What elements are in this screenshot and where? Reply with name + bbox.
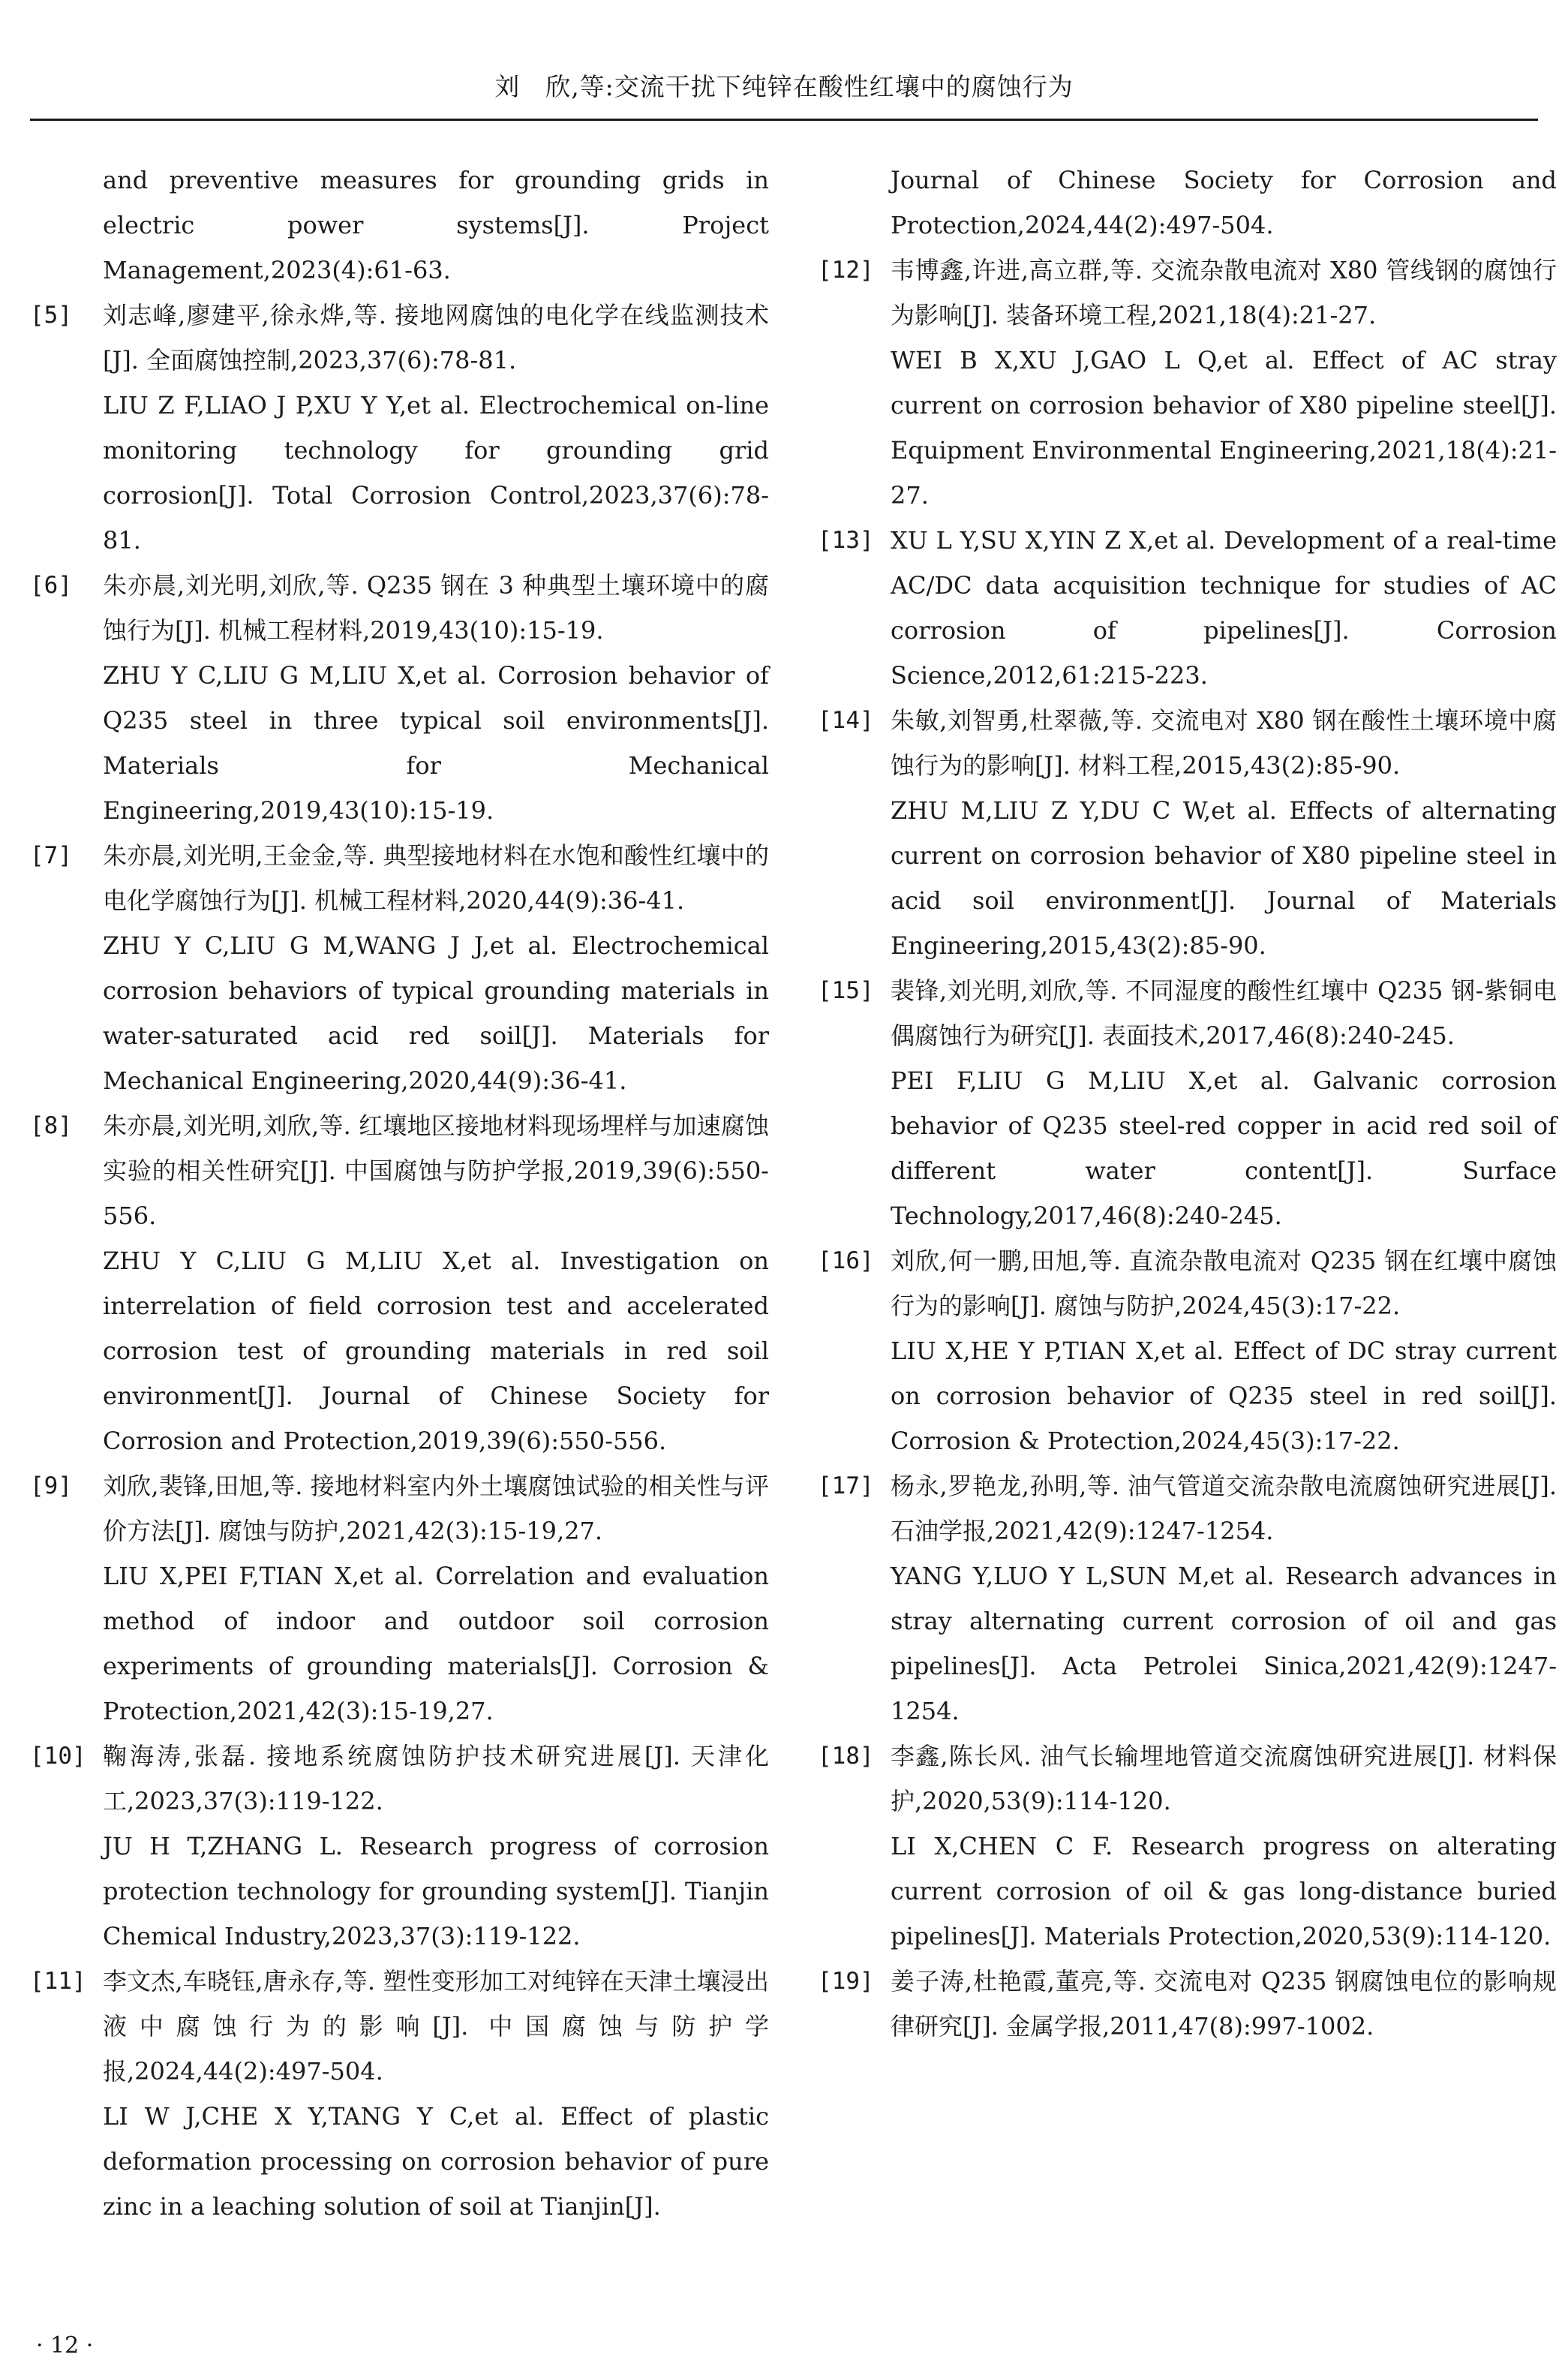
ref-english-citation: LI W J,CHE X Y,TANG Y C,et al. Effect of plastic deformation processing on corrosion behavior of pure zinc in a leaching solution of soil at Tianjin[J]. [103,2102,769,2221]
right-column [818,158,1557,2049]
ref-8 [30,1103,769,1463]
ref-chinese-citation: 李鑫,陈长风. 油气长输埋地管道交流腐蚀研究进展[J]. 材料保护,2020,53(9):114-120. [891,1742,1557,1815]
ref-14 [818,698,1557,968]
ref-number: [5] [30,302,72,329]
ref-english-citation: LI X,CHEN C F. Research progress on alterating current corrosion of oil & gas long-distance buried pipelines[J]. Materials Protection,2020,53(9):114-120. [891,1832,1557,1950]
ref-number: [18] [818,1743,874,1770]
ref-11-continuation: Journal of Chinese Society for Corrosion and Protection,2024,44(2):497-504. [891,166,1557,239]
ref-5 [30,293,769,563]
ref-number: [10] [30,1743,86,1770]
ref-7 [30,833,769,1103]
ref-number: [6] [30,572,72,599]
ref-english-citation: XU L Y,SU X,YIN Z X,et al. Development of a real-time AC/DC data acquisition technique for studies of AC corrosion of pipelines[J]. Corrosion Science,2012,61:215-223. [891,526,1557,690]
ref-english-citation: ZHU M,LIU Z Y,DU C W,et al. Effects of alternating current on corrosion behavior of X80 pipeline steel in acid soil environment[J]. Journal of Materials Engineering,2015,43(2):85-90. [891,796,1557,960]
ref-english-citation: ZHU Y C,LIU G M,LIU X,et al. Corrosion behavior of Q235 steel in three typical soil environments[J]. Materials for Mechanical Engineering,2019,43(10):15-19. [103,661,769,825]
ref-number: [16] [818,1247,874,1274]
ref-number: [15] [818,977,874,1004]
ref-chinese-citation: 裴锋,刘光明,刘欣,等. 不同湿度的酸性红壤中 Q235 钢-紫铜电偶腐蚀行为研究[J]. 表面技术,2017,46(8):240-245. [891,976,1557,1050]
ref-chinese-citation: 杨永,罗艳龙,孙明,等. 油气管道交流杂散电流腐蚀研究进展[J]. 石油学报,2021,42(9):1247-1254. [891,1472,1557,1545]
ref-number: [14] [818,707,874,734]
ref-chinese-citation: 刘志峰,廖建平,徐永烨,等. 接地网腐蚀的电化学在线监测技术[J]. 全面腐蚀控制,2023,37(6):78-81. [103,301,769,374]
ref-12 [818,248,1557,518]
ref-chinese-citation: 鞠海涛,张磊. 接地系统腐蚀防护技术研究进展[J]. 天津化工,2023,37(3):119-122. [103,1742,769,1815]
header-rule [30,119,1538,121]
ref-english-citation: LIU X,HE Y P,TIAN X,et al. Effect of DC stray current on corrosion behavior of Q235 steel in red soil[J]. Corrosion & Protection,2024,45(3):17-22. [891,1337,1557,1455]
ref-english-citation: YANG Y,LUO Y L,SUN M,et al. Research advances in stray alternating current corrosion of oil and gas pipelines[J]. Acta Petrolei Sinica,2021,42(9):1247-1254. [891,1562,1557,1725]
ref-chinese-citation: 姜子涛,杜艳霞,董亮,等. 交流电对 Q235 钢腐蚀电位的影响规律研究[J]. 金属学报,2011,47(8):997-1002. [891,1967,1557,2041]
running-title: 刘 欣,等:交流干扰下纯锌在酸性红壤中的腐蚀行为 [494,72,1074,101]
ref-4-continuation: and preventive measures for grounding grids in electric power systems[J]. Project Management,2023(4):61-63. [103,166,769,284]
ref-6 [30,563,769,833]
ref-number: [13] [818,527,874,554]
ref-english-citation: LIU X,PEI F,TIAN X,et al. Correlation and evaluation method of indoor and outdoor soil corrosion experiments of grounding materials[J]. Corrosion & Protection,2021,42(3):15-19,27. [103,1562,769,1725]
ref-number: [17] [818,1472,874,1499]
ref-chinese-citation: 朱敏,刘智勇,杜翠薇,等. 交流电对 X80 钢在酸性土壤环境中腐蚀行为的影响[J]. 材料工程,2015,43(2):85-90. [891,706,1557,780]
ref-chinese-citation: 朱亦晨,刘光明,王金金,等. 典型接地材料在水饱和酸性红壤中的电化学腐蚀行为[J]. 机械工程材料,2020,44(9):36-41. [103,841,769,915]
ref-english-citation: WEI B X,XU J,GAO L Q,et al. Effect of AC stray current on corrosion behavior of X80 pipeline steel[J]. Equipment Environmental Engineering,2021,18(4):21-27. [891,346,1557,510]
running-header [0,0,1568,122]
ref-16 [818,1238,1557,1463]
ref-18 [818,1734,1557,1959]
ref-13 [818,518,1557,698]
ref-chinese-citation: 刘欣,何一鹏,田旭,等. 直流杂散电流对 Q235 钢在红壤中腐蚀行为的影响[J]. 腐蚀与防护,2024,45(3):17-22. [891,1247,1557,1320]
ref-chinese-citation: 朱亦晨,刘光明,刘欣,等. 红壤地区接地材料现场埋样与加速腐蚀实验的相关性研究[J]. 中国腐蚀与防护学报,2019,39(6):550-556. [103,1111,769,1230]
ref-11 [30,1959,769,2229]
ref-chinese-citation: 朱亦晨,刘光明,刘欣,等. Q235 钢在 3 种典型土壤环境中的腐蚀行为[J]. 机械工程材料,2019,43(10):15-19. [103,571,769,645]
ref-number: [12] [818,257,874,284]
ref-17 [818,1463,1557,1734]
ref-number: [19] [818,1968,874,1995]
ref-number: [11] [30,1968,86,1995]
left-column [30,158,769,2229]
ref-english-citation: ZHU Y C,LIU G M,LIU X,et al. Investigation on interrelation of field corrosion test and accelerated corrosion test of grounding materials in red soil environment[J]. Journal of Chinese Society for Corrosion and Protection,2019,39(6):550-556. [103,1247,769,1455]
ref-9 [30,1463,769,1734]
page-number: · 12 · [36,2332,94,2359]
ref-english-citation: JU H T,ZHANG L. Research progress of corrosion protection technology for grounding system[J]. Tianjin Chemical Industry,2023,37(3):119-122. [103,1832,769,1950]
ref-15 [818,968,1557,1238]
ref-number: [9] [30,1472,72,1499]
ref-number: [7] [30,842,72,869]
ref-english-citation: LIU Z F,LIAO J P,XU Y Y,et al. Electrochemical on-line monitoring technology for grounding grid corrosion[J]. Total Corrosion Control,2023,37(6):78-81. [103,391,769,555]
ref-chinese-citation: 刘欣,裴锋,田旭,等. 接地材料室内外土壤腐蚀试验的相关性与评价方法[J]. 腐蚀与防护,2021,42(3):15-19,27. [103,1472,769,1545]
ref-english-citation: PEI F,LIU G M,LIU X,et al. Galvanic corrosion behavior of Q235 steel-red copper in acid red soil of different water content[J]. Surface Technology,2017,46(8):240-245. [891,1066,1557,1230]
ref-chinese-citation: 李文杰,车晓钰,唐永存,等. 塑性变形加工对纯锌在天津土壤浸出液中腐蚀行为的影响[J]. 中国腐蚀与防护学报,2024,44(2):497-504. [103,1967,769,2086]
ref-chinese-citation: 韦博鑫,许进,高立群,等. 交流杂散电流对 X80 管线钢的腐蚀行为影响[J]. 装备环境工程,2021,18(4):21-27. [891,256,1557,329]
ref-english-citation: ZHU Y C,LIU G M,WANG J J,et al. Electrochemical corrosion behaviors of typical grounding materials in water-saturated acid red soil[J]. Materials for Mechanical Engineering,2020,44(9):36-41. [103,931,769,1095]
ref-10 [30,1734,769,1959]
ref-19 [818,1959,1557,2049]
ref-number: [8] [30,1112,72,1139]
